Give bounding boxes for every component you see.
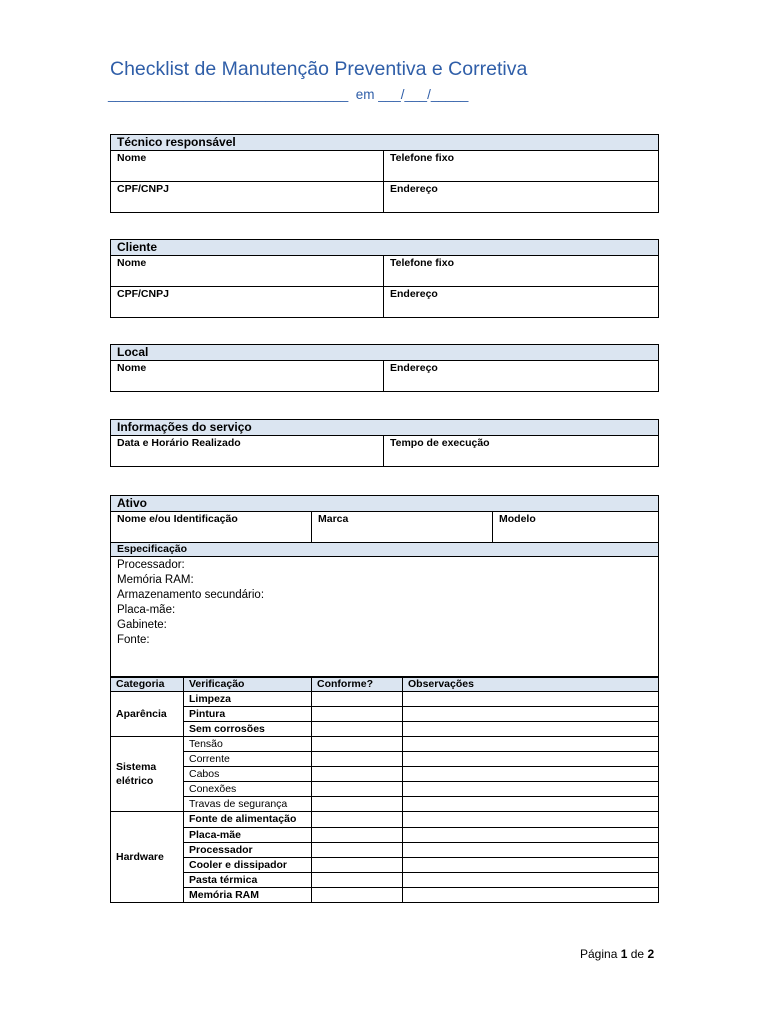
cliente-section bbox=[110, 239, 659, 318]
checklist-table bbox=[110, 677, 659, 903]
tecnico-section bbox=[110, 134, 659, 213]
observacoes-cell[interactable] bbox=[403, 858, 659, 873]
conforme-cell[interactable] bbox=[312, 707, 403, 722]
spec-line: Armazenamento secundário: bbox=[117, 589, 265, 601]
cliente-cpf-field[interactable]: CPF/CNPJ bbox=[111, 287, 384, 318]
ativo-modelo-field[interactable]: Modelo bbox=[493, 512, 659, 543]
cliente-nome-field[interactable]: Nome bbox=[111, 256, 384, 287]
conforme-cell[interactable] bbox=[312, 873, 403, 888]
conforme-cell[interactable] bbox=[312, 752, 403, 767]
servico-header: Informações do serviço bbox=[111, 420, 659, 436]
observacoes-cell[interactable] bbox=[403, 828, 659, 843]
conforme-cell[interactable] bbox=[312, 722, 403, 737]
table-row bbox=[111, 888, 659, 903]
of-word: de bbox=[630, 947, 645, 961]
table-row bbox=[111, 812, 659, 828]
conforme-cell[interactable] bbox=[312, 812, 403, 828]
page-total: 2 bbox=[647, 947, 655, 961]
check-item: Cooler e dissipador bbox=[184, 858, 312, 873]
table-row bbox=[111, 752, 659, 767]
check-item: Tensão bbox=[184, 737, 312, 752]
table-row bbox=[111, 782, 659, 797]
check-item: Fonte de alimentação bbox=[184, 812, 312, 828]
observacoes-cell[interactable] bbox=[403, 752, 659, 767]
page-word: Página bbox=[580, 947, 618, 961]
category-eletrico: Sistema elétrico bbox=[111, 737, 184, 812]
col-observacoes: Observações bbox=[403, 678, 659, 692]
category-hardware: Hardware bbox=[111, 812, 184, 903]
conforme-cell[interactable] bbox=[312, 782, 403, 797]
conforme-cell[interactable] bbox=[312, 843, 403, 858]
observacoes-cell[interactable] bbox=[403, 722, 659, 737]
cliente-endereco-field[interactable]: Endereço bbox=[384, 287, 659, 318]
observacoes-cell[interactable] bbox=[403, 797, 659, 812]
check-item: Memória RAM bbox=[184, 888, 312, 903]
observacoes-cell[interactable] bbox=[403, 767, 659, 782]
conforme-cell[interactable] bbox=[312, 737, 403, 752]
check-item: Placa-mãe bbox=[184, 828, 312, 843]
page-number: 1 bbox=[620, 947, 628, 961]
conforme-cell[interactable] bbox=[312, 858, 403, 873]
observacoes-cell[interactable] bbox=[403, 873, 659, 888]
check-item: Cabos bbox=[184, 767, 312, 782]
observacoes-cell[interactable] bbox=[403, 812, 659, 828]
table-row bbox=[111, 828, 659, 843]
check-item: Pintura bbox=[184, 707, 312, 722]
check-item: Limpeza bbox=[184, 692, 312, 707]
table-row bbox=[111, 797, 659, 812]
cliente-telefone-field[interactable]: Telefone fixo bbox=[384, 256, 659, 287]
ativo-section bbox=[110, 495, 659, 677]
conforme-cell[interactable] bbox=[312, 797, 403, 812]
ativo-marca-field[interactable]: Marca bbox=[312, 512, 493, 543]
col-conforme: Conforme? bbox=[312, 678, 403, 692]
check-item: Conexões bbox=[184, 782, 312, 797]
check-item: Sem corrosões bbox=[184, 722, 312, 737]
tecnico-cpf-field[interactable]: CPF/CNPJ bbox=[111, 182, 384, 213]
table-row bbox=[111, 707, 659, 722]
observacoes-cell[interactable] bbox=[403, 707, 659, 722]
spec-header: Especificação bbox=[111, 543, 659, 557]
spec-field[interactable] bbox=[111, 557, 659, 677]
table-row bbox=[111, 737, 659, 752]
conforme-cell[interactable] bbox=[312, 888, 403, 903]
ativo-nome-field[interactable]: Nome e/ou Identificação bbox=[111, 512, 312, 543]
check-item: Travas de segurança bbox=[184, 797, 312, 812]
table-row bbox=[111, 722, 659, 737]
spec-line: Placa-mãe: bbox=[117, 604, 176, 616]
servico-data-field[interactable]: Data e Horário Realizado bbox=[111, 436, 384, 467]
servico-tempo-field[interactable]: Tempo de execução bbox=[384, 436, 659, 467]
conforme-cell[interactable] bbox=[312, 828, 403, 843]
conforme-cell[interactable] bbox=[312, 767, 403, 782]
check-item: Processador bbox=[184, 843, 312, 858]
local-section bbox=[110, 344, 659, 392]
check-item: Pasta térmica bbox=[184, 873, 312, 888]
spec-line: Gabinete: bbox=[117, 619, 167, 631]
page-footer bbox=[580, 947, 654, 961]
local-nome-field[interactable]: Nome bbox=[111, 361, 384, 392]
observacoes-cell[interactable] bbox=[403, 888, 659, 903]
spec-line: Fonte: bbox=[117, 634, 150, 646]
table-row bbox=[111, 767, 659, 782]
ativo-header: Ativo bbox=[111, 496, 659, 512]
conforme-cell[interactable] bbox=[312, 692, 403, 707]
category-aparencia: Aparência bbox=[111, 692, 184, 737]
tecnico-nome-field[interactable]: Nome bbox=[111, 151, 384, 182]
spec-line: Memória RAM: bbox=[117, 574, 194, 586]
page-title: Checklist de Manutenção Preventiva e Corretiva bbox=[110, 58, 528, 80]
table-row bbox=[111, 692, 659, 707]
tecnico-endereco-field[interactable]: Endereço bbox=[384, 182, 659, 213]
col-verificacao: Verificação bbox=[184, 678, 312, 692]
observacoes-cell[interactable] bbox=[403, 737, 659, 752]
date-line: ________________________________ em ___/___/_____ bbox=[108, 87, 469, 102]
servico-section bbox=[110, 419, 659, 467]
observacoes-cell[interactable] bbox=[403, 843, 659, 858]
observacoes-cell[interactable] bbox=[403, 782, 659, 797]
observacoes-cell[interactable] bbox=[403, 692, 659, 707]
spec-line: Processador: bbox=[117, 559, 185, 571]
cliente-header: Cliente bbox=[111, 240, 659, 256]
table-row bbox=[111, 843, 659, 858]
check-item: Corrente bbox=[184, 752, 312, 767]
table-row bbox=[111, 873, 659, 888]
local-header: Local bbox=[111, 345, 659, 361]
local-endereco-field[interactable]: Endereço bbox=[384, 361, 659, 392]
tecnico-telefone-field[interactable]: Telefone fixo bbox=[384, 151, 659, 182]
tecnico-header: Técnico responsável bbox=[111, 135, 659, 151]
table-row bbox=[111, 858, 659, 873]
col-categoria: Categoria bbox=[111, 678, 184, 692]
